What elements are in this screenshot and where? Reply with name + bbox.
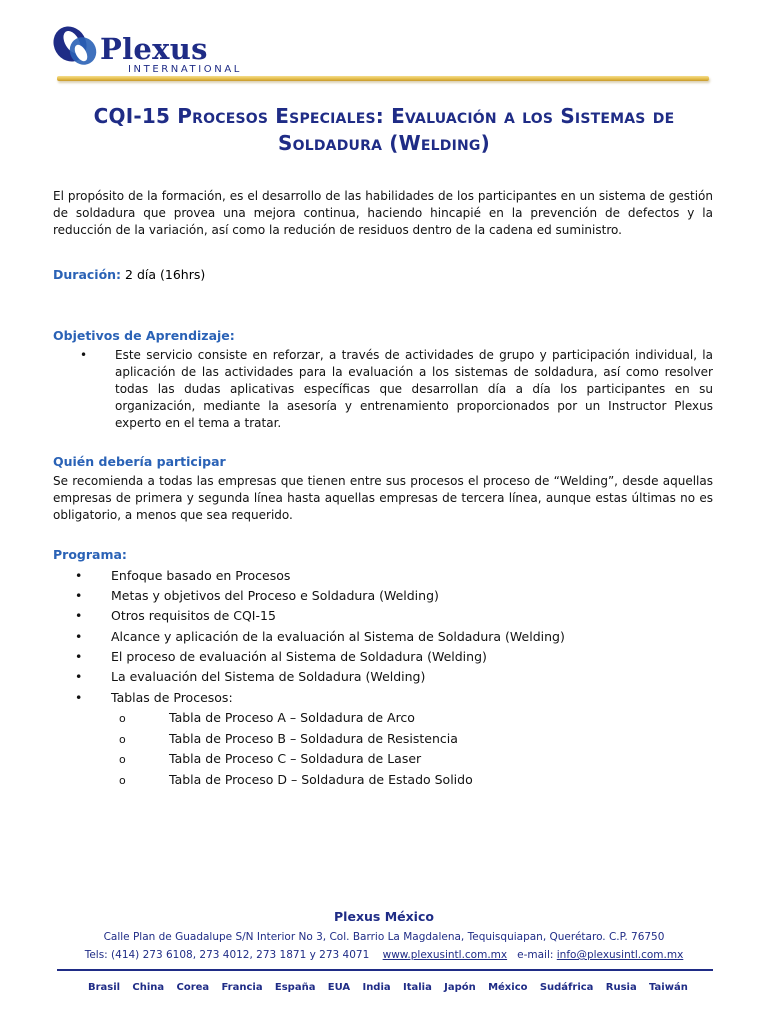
sub-bullet-icon: o [119, 774, 126, 787]
country-item: Rusia [605, 982, 637, 993]
program-subitem-text: Tabla de Proceso B – Soldadura de Resistencia [169, 731, 458, 746]
who-heading: Quién debería participar [53, 454, 226, 469]
footer-phone: Tels: (414) 273 6108, 273 4012, 273 1871 y 273 4071 [84, 949, 370, 961]
program-subitem-text: Tabla de Proceso D – Soldadura de Estado Solido [169, 772, 473, 787]
bullet-icon: • [75, 649, 83, 664]
country-item: Sudáfrica [539, 982, 594, 993]
bullet-icon: • [75, 568, 83, 583]
plexus-logo [50, 22, 242, 75]
duration-line [53, 267, 205, 282]
sub-bullet-icon: o [119, 753, 126, 766]
header-divider [57, 76, 709, 81]
country-list [88, 982, 688, 993]
title-line-2: Soldadura (Welding) [278, 131, 490, 155]
intro-paragraph: El propósito de la formación, es el desarrollo de las habilidades de los participantes en un sistema de gestión de soldadura que provea una mejora continua, haciendo hincapié en la prevención de defectos y la reducción de la variación, así como la redución de residuos dentro de la cadena ed suministro. [53, 189, 713, 237]
country-item: España [274, 982, 316, 993]
email-label: e-mail: [517, 949, 554, 961]
plexus-logo-mark-icon [50, 22, 102, 72]
footer-divider [57, 969, 713, 971]
sub-bullet-icon: o [119, 733, 126, 746]
bullet-icon: • [75, 669, 83, 684]
program-item-text: El proceso de evaluación al Sistema de Soldadura (Welding) [111, 649, 487, 664]
program-item-text: La evaluación del Sistema de Soldadura (Welding) [111, 669, 426, 684]
duration-label: Duración: [53, 267, 122, 282]
country-item: Taiwán [649, 982, 688, 993]
country-item: Japón [444, 982, 476, 993]
objectives-text: Este servicio consiste en reforzar, a través de actividades de grupo y participación individual, la aplicación de las actividades para la evaluación a los sistemas de soldadura, así como resolver todas las dudas aplicativas específicas que desarrollan día a día los participantes en su organización, mediante la asesoría y entrenamiento proporcionados por un Instructor Plexus experto en el tema a tratar. [115, 348, 713, 430]
footer-office-name: Plexus México [334, 909, 434, 924]
bullet-icon: • [75, 629, 83, 644]
email-link[interactable]: info@plexusintl.com.mx [556, 949, 684, 961]
website-link[interactable]: www.plexusintl.com.mx [382, 949, 508, 961]
country-item: Corea [176, 982, 210, 993]
duration-value: 2 día (16hrs) [125, 267, 206, 282]
objectives-heading: Objetivos de Aprendizaje: [53, 328, 235, 343]
program-subitem-text: Tabla de Proceso A – Soldadura de Arco [169, 710, 415, 725]
title-line-1: CQI-15 Procesos Especiales: Evaluación a los Sistemas de [93, 104, 675, 128]
program-heading: Programa: [53, 547, 127, 562]
document-title [40, 103, 728, 157]
bullet-icon: • [80, 348, 88, 362]
country-item: Brasil [88, 982, 121, 993]
program-item-text: Otros requisitos de CQI-15 [111, 608, 276, 623]
footer-contact [0, 948, 768, 962]
bullet-icon: • [75, 690, 83, 705]
sub-bullet-icon: o [119, 712, 126, 725]
program-subitem-text: Tabla de Proceso C – Soldadura de Laser [169, 751, 422, 766]
program-item-text: Enfoque basado en Procesos [111, 568, 291, 583]
program-item-text: Tablas de Procesos: [111, 690, 233, 705]
footer-address: Calle Plan de Guadalupe S/N Interior No 3, Col. Barrio La Magdalena, Tequisquiapan, Querétaro. C.P. 76750 [103, 931, 665, 943]
country-item: India [362, 982, 391, 993]
program-item-text: Alcance y aplicación de la evaluación al Sistema de Soldadura (Welding) [111, 629, 565, 644]
program-item-text: Metas y objetivos del Proceso e Soldadura (Welding) [111, 588, 439, 603]
who-paragraph: Se recomienda a todas las empresas que tienen entre sus procesos el proceso de “Welding”, desde aquellas empresas de primera y segunda línea hasta aquellas empresas de tercera línea, aunque estas últimas no es obligatorio, a menos que sea requerido. [53, 474, 713, 522]
country-item: México [488, 982, 528, 993]
country-item: Italia [402, 982, 432, 993]
country-item: China [132, 982, 165, 993]
country-item: Francia [221, 982, 263, 993]
bullet-icon: • [75, 608, 83, 623]
bullet-icon: • [75, 588, 83, 603]
country-item: EUA [327, 982, 351, 993]
logo-subtitle: INTERNATIONAL [128, 64, 242, 75]
logo-wordmark: Plexus [100, 32, 208, 66]
